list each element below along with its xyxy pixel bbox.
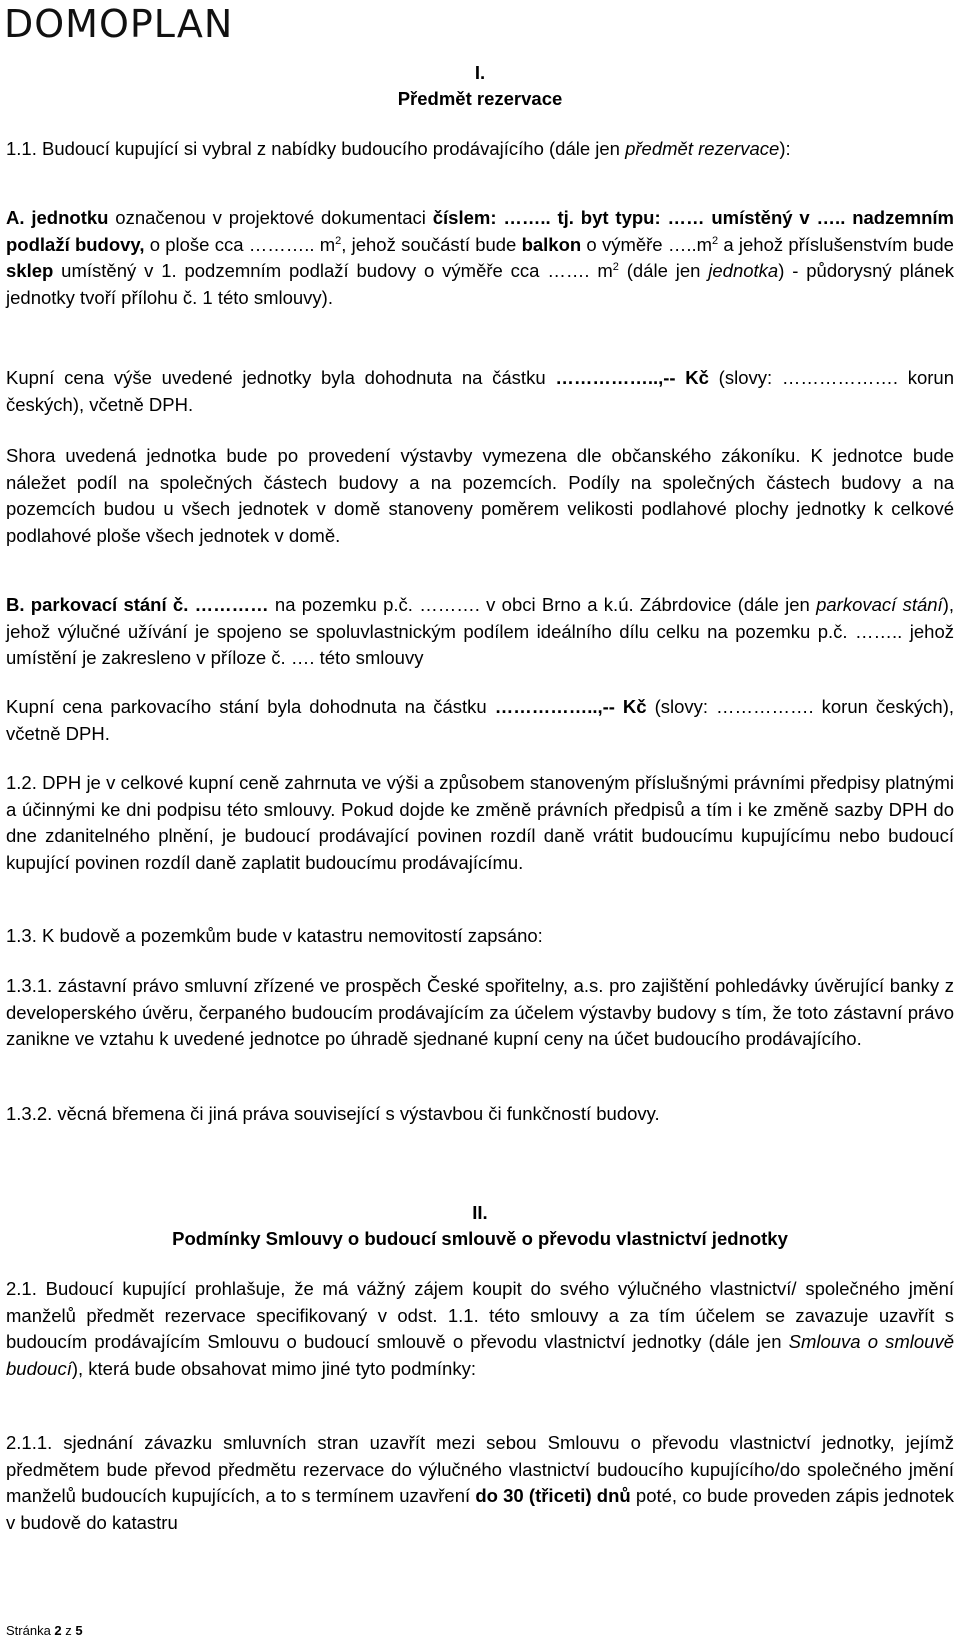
paragraph-unit-definition: Shora uvedená jednotka bude po provedení výstavby vymezena dle občanského zákoníku. K jednotce bude náležet podíl na společných částech budovy a na pozemcích. Podíly na společných částech budovy a na pozemcích budou u všech jednotek v domě stanoveny poměrem velikosti podlahové plochy jednotky k celkové podlahové ploše všech jednotek v domě. [6,445,954,546]
paragraph-parking-price: Kupní cena parkovacího stání byla dohodnuta na částku ……………..,-- Kč (slovy: ……………. korun českých), včetně DPH. [6,696,955,744]
paragraph-1-1: 1.1. Budoucí kupující si vybral z nabídky budoucího prodávajícího (dále jen předmět rezervace): [6,138,791,159]
paragraph-1-3-2: 1.3.2. věcná břemena či jiná práva související s výstavbou či funkčností budovy. [6,1103,660,1124]
paragraph-1-3-1: 1.3.1. zástavní právo smluvní zřízené ve prospěch České spořitelny, a.s. pro zajištění pohledávky úvěrující banky z developerského úvěru, čerpaného budoucím prodávajícím za účelem výstavby budovy s tím, že toto zástavní právo zanikne ve vztahu k uvedené jednotce po úhradě sjednané kupní ceny na účet budoucího prodávajícího. [6,975,954,1049]
paragraph-1-3: 1.3. K budově a pozemkům bude v katastru nemovitostí zapsáno: [6,925,543,946]
paragraph-1-2: 1.2. DPH je v celkové kupní ceně zahrnuta ve výši a způsobem stanoveným příslušnými právními předpisy platnými a účinnými ke dni podpisu této smlouvy. Pokud dojde ke změně právních předpisů a tím i ke změně sazby DPH do dne zdanitelného plnění, je budoucí prodávající povinen rozdíl daně vrátit budoucímu kupujícímu nebo budoucí kupující povinen rozdíl daně zaplatit budoucímu prodávajícímu. [6,772,954,873]
paragraph-parking-b: B. parkovací stání č. ………… na pozemku p.č. ………. v obci Brno a k.ú. Zábrdovice (dále jen parkovací stání), jehož výlučné užívání je spojeno se spoluvlastnickým podílem ideálního dílu celku na pozemku p.č. …….. jehož umístění je zakresleno v příloze č. …. této smlouvy [6,594,954,668]
paragraph-2-1: 2.1. Budoucí kupující prohlašuje, že má vážný zájem koupit do svého výlučného vlastnictví/ společného jmění manželů předmět rezervace specifikovaný v odst. 1.1. této smlouvy a za tím účelem se zavazuje uzavřít s budoucím prodávajícím Smlouvu o budoucí smlouvě o převodu vlastnictví jednotky (dále jen Smlouva o smlouvě budoucí), která bude obsahovat mimo jiné tyto podmínky: [6,1278,954,1379]
company-logo: DOMOPLAN [4,2,234,46]
paragraph-unit-a: A. jednotku označenou v projektové dokumentaci číslem: …….. tj. byt typu: …… umístěný v ….. nadzemním podlaží budovy, o ploše cca ……….. $m^2$, jehož součástí bude balkon o výměře $\dots..m^2$ a jehož příslušenstvím bude sklep umístěný v 1. podzemním podlaží budovy o výměře cca ……. $m^2$ (dále jen jednotka) - půdorysný plánek jednotky tvoří přílohu č. 1 této smlouvy). [6,207,954,308]
page-footer: Stránka 2 z 5 [6,1623,83,1638]
paragraph-unit-price: Kupní cena výše uvedené jednotky byla dohodnuta na částku ……………..,-- Kč (slovy: ………………. korun českých), včetně DPH. [6,367,954,415]
section-1-title: Předmět rezervace [397,88,563,109]
section-1-number: I. [474,62,486,83]
section-2-title: Podmínky Smlouvy o budoucí smlouvě o převodu vlastnictví jednotky [172,1228,788,1249]
section-2-number: II. [472,1202,488,1223]
paragraph-2-1-1: 2.1.1. sjednání závazku smluvních stran uzavřít mezi sebou Smlouvu o převodu vlastnictví jednotky, jejímž předmětem bude převod předmětu rezervace do výlučného vlastnictví budoucího kupujícího/do společného jmění manželů budoucích kupujících, a to s termínem uzavření do 30 (třiceti) dnů poté, co bude proveden zápis jednotek v budově do katastru [6,1432,954,1533]
